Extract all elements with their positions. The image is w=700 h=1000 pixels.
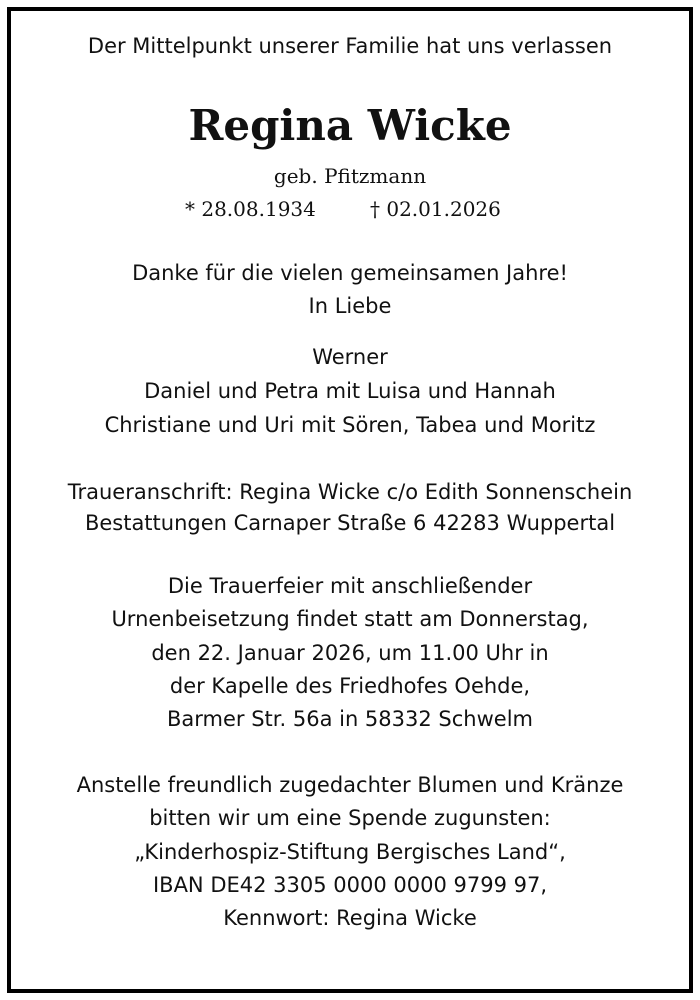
family-line: Daniel und Petra mit Luisa und Hannah (144, 379, 556, 403)
header-line: Der Mittelpunkt unserer Familie hat uns verlassen (87, 34, 613, 58)
ceremony-line: den 22. Januar 2026, um 11.00 Uhr in (151, 641, 549, 665)
death-date: † 02.01.2026 (370, 197, 501, 221)
family-line: Werner (312, 345, 388, 369)
deceased-name: Regina Wicke (188, 101, 512, 150)
donation-line: Anstelle freundlich zugedachter Blumen und Kränze (76, 773, 624, 797)
donation-line: bitten wir um eine Spende zugunsten: (149, 806, 551, 830)
ceremony-line: Barmer Str. 56a in 58332 Schwelm (167, 707, 533, 731)
family-line: Christiane und Uri mit Sören, Tabea und Moritz (104, 413, 596, 437)
ceremony-line: der Kapelle des Friedhofes Oehde, (169, 674, 531, 698)
keyword-line: Kennwort: Regina Wicke (223, 906, 477, 930)
in-love-line: In Liebe (308, 294, 392, 318)
birth-date: * 28.08.1934 (185, 197, 316, 221)
address-line: Bestattungen Carnaper Straße 6 42283 Wuppertal (84, 511, 616, 535)
ceremony-line: Die Trauerfeier mit anschließender (167, 574, 533, 598)
thanks-line: Danke für die vielen gemeinsamen Jahre! (132, 261, 568, 285)
birth-name: geb. Pfitzmann (273, 164, 427, 188)
address-line: Traueranschrift: Regina Wicke c/o Edith Sonnenschein (67, 480, 633, 504)
ceremony-line: Urnenbeisetzung findet statt am Donnerstag, (111, 607, 589, 631)
iban-line: IBAN DE42 3305 0000 0000 9799 97, (152, 873, 548, 897)
life-dates (14, 196, 686, 222)
donation-line: „Kinderhospiz-Stiftung Bergisches Land“, (134, 840, 566, 864)
